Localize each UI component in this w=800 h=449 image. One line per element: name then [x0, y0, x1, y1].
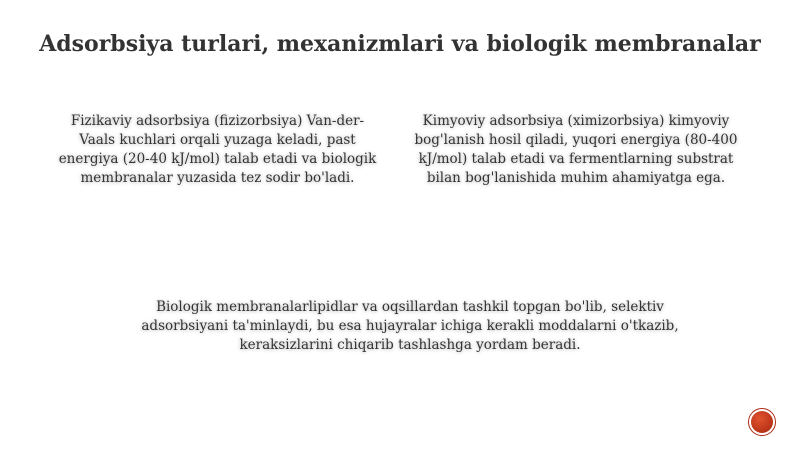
chemical-adsorption-text: Kimyoviy adsorbsiya (ximizorbsiya) kimyoviy bog'lanish hosil qiladi, yuqori energiya (80-400 kJ/mol) talab etadi va fermentlarning substrat bilan bog'lanishida muhim ahamiyatga ega. — [414, 113, 738, 186]
slide-title: Adsorbsiya turlari, mexanizmlari va biologik membranalar — [39, 31, 761, 57]
biological-membranes-text: Biologik membranalarlipidlar va oqsillardan tashkil topgan bo'lib, selektiv adsorbsiyani ta'minlaydi, bu esa hujayralar ichiga kerakli moddalarni o'tkazib, keraksizlarini chiqarib tashlashga yordam beradi. — [141, 299, 679, 353]
physical-adsorption-text: Fizikaviy adsorbsiya (fizizorbsiya) Van-der-Vaals kuchlari orqali yuzaga keladi, past energiya (20-40 kJ/mol) talab etadi va biologik membranalar yuzasida tez sodir bo'ladi. — [58, 113, 377, 186]
next-slide-button[interactable] — [748, 408, 776, 436]
circle-button-icon — [751, 411, 773, 433]
